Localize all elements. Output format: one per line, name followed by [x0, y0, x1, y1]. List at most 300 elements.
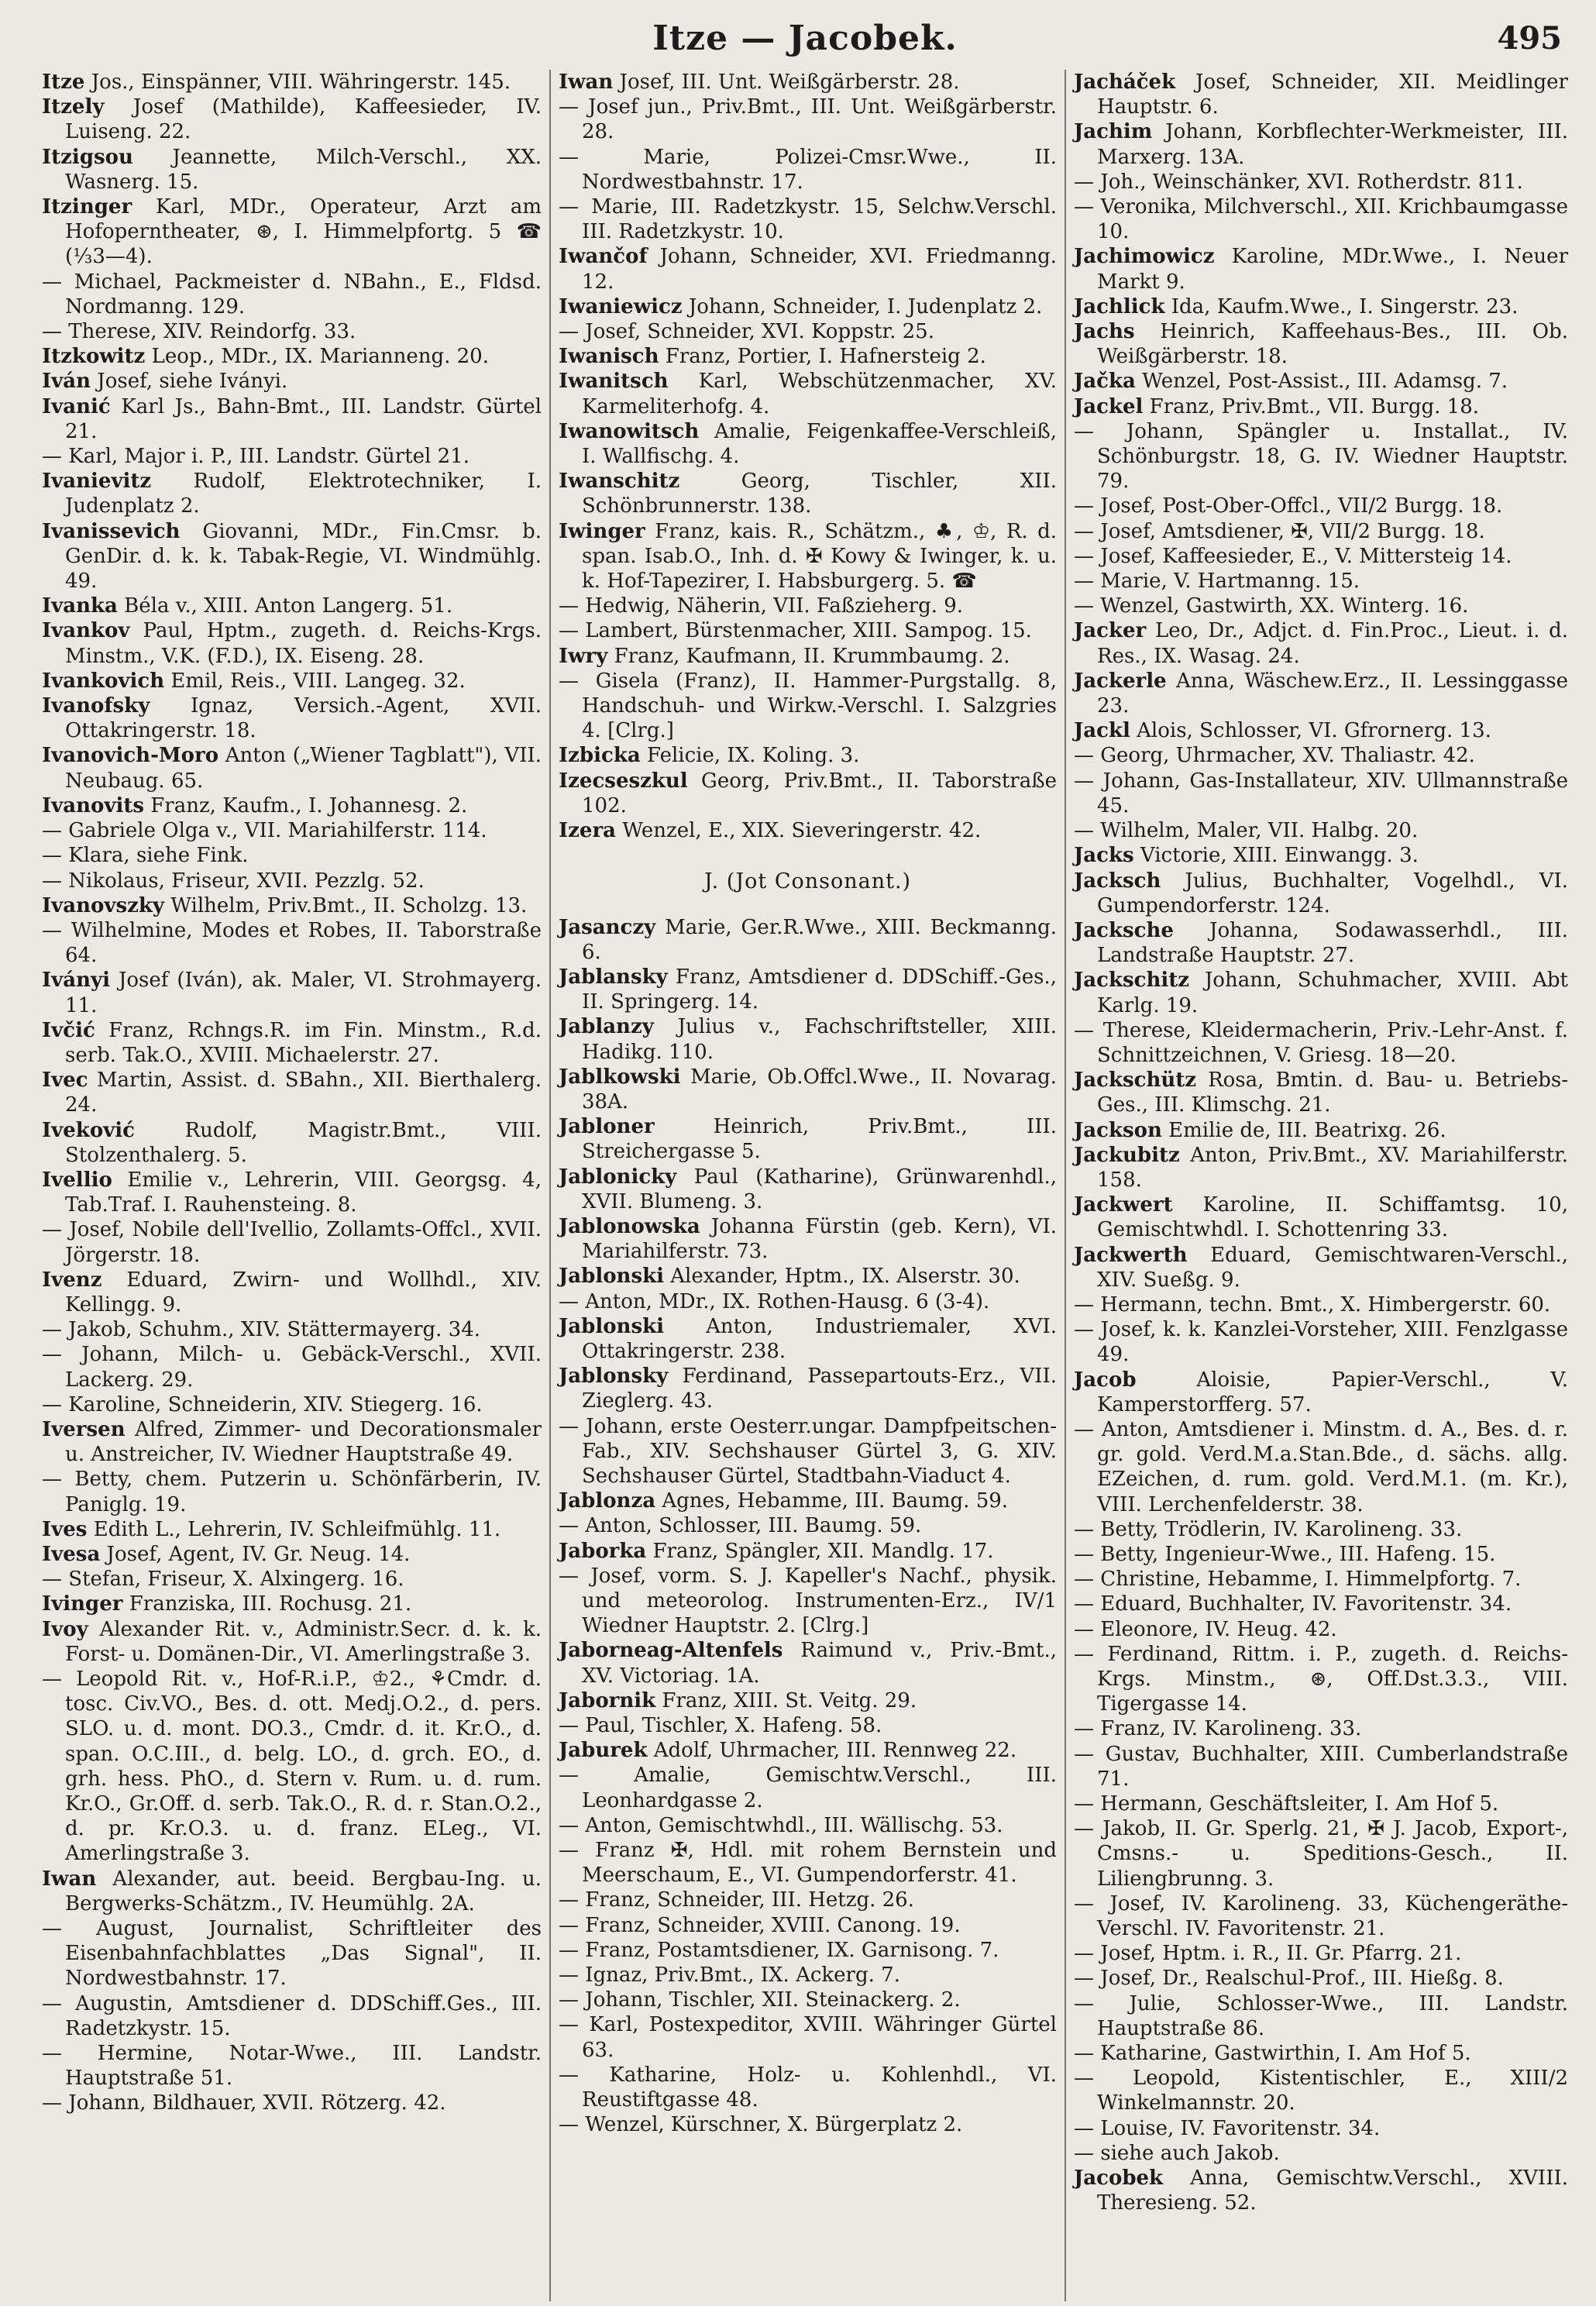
directory-entry	[1074, 1143, 1568, 1193]
entry-details: — Betty, Ingenieur-Wwe., III. Hafeng. 15.	[1074, 1542, 1496, 1566]
directory-entry	[1074, 319, 1568, 369]
entry-surname: Ivinger	[42, 1592, 123, 1616]
directory-entry	[559, 145, 1057, 194]
directory-entry	[1074, 1292, 1568, 1317]
entry-surname: Ivanovich-Moro	[42, 744, 219, 768]
entry-details: Marie, Ger.R.Wwe., XIII. Beckmanng. 6.	[582, 915, 1057, 964]
entry-details: Johann, Schneider, I. Judenplatz 2.	[682, 294, 1043, 318]
entry-surname: Ivesa	[42, 1542, 101, 1566]
entry-details: Eduard, Zwirn- und Wollhdl., XIV. Kellingg. 9.	[65, 1268, 542, 1316]
directory-entry	[1074, 1816, 1568, 1891]
entry-details: — Wilhelm, Maler, VII. Halbg. 20.	[1074, 819, 1419, 843]
directory-entry	[1074, 918, 1568, 968]
directory-entry	[42, 1567, 542, 1592]
directory-entry	[559, 618, 1057, 643]
entry-details: — Joh., Weinschänker, XVI. Rotherdstr. 811.	[1074, 170, 1523, 194]
directory-entry	[559, 2112, 1057, 2137]
directory-entry	[559, 1065, 1057, 1114]
entry-details: Amalie, Feigenkaffee-Verschleiß, I. Wallfischg. 4.	[582, 419, 1057, 469]
entry-details: Josef, Agent, IV. Gr. Neug. 14.	[100, 1542, 411, 1566]
entry-surname: Iveković	[42, 1118, 135, 1142]
entry-details: Wenzel, Post-Assist., III. Adamsg. 7.	[1135, 370, 1508, 394]
entry-details: — Jakob, Schuhm., XIV. Stättermayerg. 34.	[42, 1318, 481, 1342]
entry-surname: Iwinger	[559, 519, 645, 543]
directory-entry	[559, 965, 1057, 1014]
directory-entry	[1074, 1417, 1568, 1517]
entry-surname: Iwan	[42, 1867, 97, 1891]
entry-details: Johann, Schneider, XVI. Friedmanng. 12.	[582, 245, 1057, 294]
entry-details: — Anton, Amtsdiener i. Minstm. d. A., Bes. d. r. gr. gold. Verd.M.a.Stan.Bde., d. sächs. allg. EZeichen, d. rum. gold. Verd.M.1. (m. Kr.), VIII. Lerchenfelderstr. 38.	[1074, 1417, 1568, 1516]
directory-entry	[1074, 669, 1568, 718]
entry-details: Emilie de, III. Beatrixg. 26.	[1161, 1118, 1446, 1142]
entry-surname: Jacksch	[1074, 869, 1161, 893]
directory-entry	[559, 1214, 1057, 1264]
entry-surname: Ivanofsky	[42, 694, 150, 718]
entry-surname: Jackwerth	[1074, 1243, 1188, 1267]
directory-entry	[1074, 2141, 1568, 2166]
entry-surname: Ivčić	[42, 1018, 95, 1042]
entry-details: — Karl, Major i. P., III. Landstr. Gürtel 21.	[42, 445, 470, 469]
entry-details: — Johann, Milch- u. Gebäck-Verschl., XVII. Lackerg. 29.	[42, 1343, 542, 1392]
entry-surname: Jackubitz	[1074, 1143, 1180, 1167]
directory-entry	[1074, 1891, 1568, 1941]
directory-entry	[42, 95, 542, 144]
entry-surname: Jacksche	[1074, 918, 1174, 942]
directory-entry	[559, 669, 1057, 744]
entry-details: Franziska, III. Rochusg. 21.	[122, 1592, 412, 1616]
entry-details: Franz, Kaufmann, II. Krummbaumg. 2.	[607, 644, 1010, 668]
directory-entry	[1074, 1118, 1568, 1143]
entry-details: — Hermine, Notar-Wwe., III. Landstr. Hauptstraße 51.	[42, 2042, 542, 2091]
entry-surname: Jachlick	[1074, 294, 1165, 318]
directory-entry	[559, 818, 1057, 843]
entry-details: — Eleonore, IV. Heug. 42.	[1074, 1617, 1337, 1641]
directory-entry	[559, 1014, 1057, 1064]
directory-entry	[42, 1118, 542, 1168]
entry-details: — Josef, Kaffeesieder, E., V. Mittersteig 14.	[1074, 544, 1512, 568]
directory-entry	[559, 1513, 1057, 1538]
directory-entry	[559, 519, 1057, 594]
directory-entry	[1074, 818, 1568, 843]
entry-details: — Franz, Postamtsdiener, IX. Garnisong. 7.	[559, 1938, 999, 1962]
entry-details: — Johann, Bildhauer, XVII. Rötzerg. 42.	[42, 2091, 446, 2115]
entry-details: — Johann, erste Oesterr.ungar. Dampfpeitschen-Fab., XIV. Sechshauser Gürtel 3, G. XIV. Sechshauser Gürtel, Stadtbahn-Viaduct 4.	[559, 1414, 1057, 1488]
entry-details: — Wilhelmine, Modes et Robes, II. Taborstraße 64.	[42, 918, 542, 968]
directory-entry	[42, 793, 542, 818]
entry-details: — Franz, IV. Karolineng. 33.	[1074, 1717, 1362, 1741]
entry-details: — Anton, Gemischtwhdl., III. Wällischg. 53.	[559, 1813, 1003, 1837]
entry-surname: Iwan	[559, 71, 614, 94]
directory-entry	[1074, 1193, 1568, 1242]
directory-entry	[1074, 1068, 1568, 1117]
entry-details: — Wenzel, Kürschner, X. Bürgerplatz 2.	[559, 2113, 963, 2137]
column-2	[549, 70, 1065, 2301]
entry-surname: Jabornik	[559, 1688, 656, 1712]
directory-entry	[42, 843, 542, 868]
entry-details: Julius, Buchhalter, Vogelhdl., VI. Gumpendorferstr. 124.	[1097, 869, 1568, 917]
entry-details: — Veronika, Milchverschl., XII. Krichbaumgasse 10.	[1074, 195, 1568, 244]
directory-entry	[1074, 1716, 1568, 1741]
entry-surname: Ivec	[42, 1069, 88, 1093]
entry-details: — Franz, Schneider, XVIII. Canong. 19.	[559, 1913, 961, 1937]
entry-surname: Jackwert	[1074, 1193, 1173, 1217]
entry-details: — Anton, MDr., IX. Rothen-Hausg. 6 (3-4).	[559, 1289, 990, 1313]
entry-details: — Josef jun., Priv.Bmt., III. Unt. Weißgärberstr. 28.	[559, 95, 1057, 144]
entry-details: Heinrich, Kaffeehaus-Bes., III. Ob. Weißgärberstr. 18.	[1097, 320, 1568, 369]
directory-entry	[42, 344, 542, 369]
directory-entry	[559, 2012, 1057, 2062]
directory-entry	[42, 1317, 542, 1342]
entry-surname: Ivanovszky	[42, 893, 164, 917]
entry-surname: Ivankovich	[42, 669, 165, 693]
entry-details: — Klara, siehe Fink.	[42, 844, 249, 868]
entry-details: Johanna Fürstin (geb. Kern), VI. Mariahilferstr. 73.	[582, 1214, 1057, 1264]
entry-details: — Gustav, Buchhalter, XIII. Cumberlandstraße 71.	[1074, 1742, 1568, 1791]
entry-details: — Michael, Packmeister d. NBahn., E., Fldsd. Nordmanng. 129.	[42, 270, 542, 318]
entry-details: Karl, MDr., Operateur, Arzt am Hofoperntheater, ⊛, I. Himmelpfortg. 5 ☎ (⅓3—4).	[65, 195, 542, 269]
entry-surname: Izera	[559, 819, 617, 843]
directory-entry	[559, 1289, 1057, 1314]
entry-details: Johanna, Sodawasserhdl., III. Landstraße Hauptstr. 27.	[1097, 918, 1568, 968]
directory-entry	[559, 194, 1057, 244]
directory-entry	[1074, 1243, 1568, 1292]
directory-entry	[559, 369, 1057, 418]
entry-details: Karl Js., Bahn-Bmt., III. Landstr. Gürtel 21.	[65, 394, 542, 443]
directory-entry	[42, 1667, 542, 1867]
entry-surname: Jachs	[1074, 320, 1135, 344]
directory-entry	[559, 419, 1057, 469]
directory-entry	[1074, 170, 1568, 194]
directory-entry	[42, 70, 542, 95]
entry-details: Emilie v., Lehrerin, VIII. Georgsg. 4, Tab.Traf. I. Rauhensteing. 8.	[65, 1168, 542, 1217]
column-1	[34, 70, 549, 2301]
entry-surname: Izbicka	[559, 744, 641, 768]
directory-entry	[1074, 569, 1568, 594]
entry-details: — Leopold, Kistentischler, E., XIII/2 Winkelmannstr. 20.	[1074, 2067, 1568, 2115]
entry-details: Rudolf, Elektrotechniker, I. Judenplatz 2.	[65, 470, 542, 518]
entry-details: Josef, III. Unt. Weißgärberstr. 28.	[613, 71, 960, 94]
directory-entry	[1074, 419, 1568, 494]
directory-columns	[34, 70, 1576, 2301]
entry-details: Anna, Wäschew.Erz., II. Lessinggasse 23.	[1097, 669, 1568, 718]
directory-entry	[1074, 968, 1568, 1017]
directory-entry	[42, 145, 542, 194]
entry-details: Anton, Priv.Bmt., XV. Mariahilferstr. 158.	[1097, 1143, 1568, 1192]
directory-entry	[1074, 194, 1568, 244]
entry-details: Franz, Spängler, XII. Mandlg. 17.	[646, 1539, 994, 1563]
entry-details: — Johann, Gas-Installateur, XIV. Ullmannstraße 45.	[1074, 769, 1568, 817]
entry-details: — Gabriele Olga v., VII. Mariahilferstr. 114.	[42, 819, 487, 843]
directory-entry	[559, 1888, 1057, 1912]
entry-details: Alexander, aut. beeid. Bergbau-Ing. u. Bergwerks-Schätzm., IV. Heumühlg. 2A.	[65, 1867, 542, 1915]
entry-details: Rudolf, Magistr.Bmt., VIII. Stolzenthalerg. 5.	[65, 1118, 542, 1167]
entry-details: — Paul, Tischler, X. Hafeng. 58.	[559, 1714, 882, 1737]
entry-details: Anna, Gemischtw.Verschl., XVIII. Theresieng. 52.	[1097, 2167, 1568, 2215]
entry-surname: Iversen	[42, 1417, 126, 1441]
directory-entry	[42, 469, 542, 518]
entry-surname: Ivanievitz	[42, 470, 152, 494]
entry-surname: Itzigsou	[42, 145, 133, 169]
entry-surname: Ivankov	[42, 619, 130, 643]
entry-surname: Jablonowska	[559, 1214, 700, 1238]
entry-details: Josef (Mathilde), Kaffeesieder, IV. Luiseng. 22.	[65, 95, 542, 144]
directory-entry	[1074, 718, 1568, 743]
directory-entry	[42, 918, 542, 968]
directory-entry	[1074, 369, 1568, 394]
entry-details: — Anton, Schlosser, III. Baumg. 59.	[559, 1514, 922, 1538]
entry-details: — Eduard, Buchhalter, IV. Favoritenstr. 34.	[1074, 1592, 1512, 1616]
directory-entry	[1074, 1642, 1568, 1717]
entry-details: Julius v., Fachschriftsteller, XIII. Hadikg. 110.	[582, 1015, 1057, 1064]
directory-entry	[559, 1938, 1057, 1963]
entry-surname: Jacobek	[1074, 2167, 1164, 2191]
entry-surname: Iwanisch	[559, 345, 659, 369]
entry-details: Adolf, Uhrmacher, III. Rennweg 22.	[647, 1739, 1017, 1763]
directory-entry	[1074, 2166, 1568, 2215]
entry-details: Alexander, Hptm., IX. Alserstr. 30.	[663, 1265, 1020, 1289]
entry-surname: Iván	[42, 370, 91, 394]
entry-details: — Josef, Schneider, XVI. Koppstr. 25.	[559, 320, 934, 344]
directory-entry	[42, 194, 542, 270]
entry-details: — Betty, Trödlerin, IV. Karolineng. 33.	[1074, 1517, 1463, 1541]
entry-details: Ferdinand, Passepartouts-Erz., VII. Zieglerg. 43.	[582, 1365, 1057, 1413]
entry-details: Raimund v., Priv.-Bmt., XV. Victoriag. 1A.	[582, 1639, 1057, 1688]
directory-entry	[1074, 594, 1568, 618]
entry-details: Anton, Industriemaler, XVI. Ottakringerstr. 238.	[582, 1314, 1057, 1363]
entry-surname: Itzely	[42, 95, 105, 119]
directory-entry	[1074, 1791, 1568, 1816]
entry-details: Josef (Iván), ak. Maler, VI. Strohmayerg. 11.	[65, 969, 542, 1017]
directory-entry	[1074, 519, 1568, 544]
entry-details: Leo, Dr., Adjct. d. Fin.Proc., Lieut. i. d. Res., IX. Wasag. 24.	[1097, 619, 1568, 668]
directory-entry	[1074, 1592, 1568, 1616]
directory-entry	[1074, 1018, 1568, 1068]
entry-details: — Amalie, Gemischtw.Verschl., III. Leonhardgasse 2.	[559, 1764, 1057, 1812]
entry-details: — Franz ✠, Hdl. mit rohem Bernstein und Meerschaum, E., VI. Gumpendorferstr. 41.	[559, 1839, 1057, 1888]
directory-entry	[42, 1268, 542, 1317]
directory-entry	[559, 769, 1057, 818]
directory-entry	[1074, 843, 1568, 868]
entry-details: Ida, Kaufm.Wwe., I. Singerstr. 23.	[1164, 294, 1519, 318]
entry-details: — Augustin, Amtsdiener d. DDSchiff.Ges., III. Radetzkystr. 15.	[42, 1991, 542, 2040]
entry-details: Franz, kais. R., Schätzm., ♣, ♔, R. d. span. Isab.O., Inh. d. ✠ Kowy & Iwinger, k. u. k. Hof-Tapezirer, I. Habsburgerg. 5. ☎	[582, 519, 1057, 594]
entry-details: Josef, Schneider, XII. Meidlinger Hauptstr. 6.	[1097, 71, 1568, 119]
entry-surname: Ivenz	[42, 1268, 102, 1292]
entry-details: Franz, Amtsdiener d. DDSchiff.-Ges., II. Springerg. 14.	[582, 965, 1057, 1014]
entry-details: Victorie, XIII. Einwangg. 3.	[1133, 844, 1419, 868]
directory-entry	[1074, 618, 1568, 668]
entry-surname: Jacháček	[1074, 71, 1176, 94]
directory-entry	[559, 1264, 1057, 1289]
directory-entry	[1074, 294, 1568, 319]
directory-entry	[42, 1542, 542, 1567]
entry-surname: Ivellio	[42, 1168, 112, 1192]
entry-surname: Jackel	[1074, 394, 1144, 418]
entry-surname: Iwanitsch	[559, 370, 669, 394]
entry-surname: Jacob	[1074, 1368, 1137, 1392]
directory-entry	[42, 669, 542, 694]
entry-details: — Josef, IV. Karolineng. 33, Küchengeräthe-Verschl. IV. Favoritenstr. 21.	[1074, 1891, 1568, 1941]
directory-entry	[559, 294, 1057, 319]
entry-details: — Wenzel, Gastwirth, XX. Winterg. 16.	[1074, 594, 1469, 618]
directory-entry	[42, 444, 542, 469]
entry-surname: Jačka	[1074, 370, 1136, 394]
directory-entry	[42, 2091, 542, 2115]
directory-entry	[1074, 394, 1568, 419]
directory-entry	[42, 1392, 542, 1417]
directory-entry	[1074, 1567, 1568, 1592]
directory-entry	[42, 519, 542, 594]
entry-details: Johann, Schuhmacher, XVIII. Abt Karlg. 19.	[1097, 969, 1568, 1017]
column-3	[1065, 70, 1576, 2301]
entry-surname: Ivanka	[42, 594, 118, 618]
entry-surname: Iwanowitsch	[559, 419, 700, 443]
entry-details: — Katharine, Holz- u. Kohlenhdl., VI. Reustiftgasse 48.	[559, 2063, 1057, 2112]
directory-entry	[42, 1617, 542, 1667]
entry-surname: Itze	[42, 71, 85, 94]
entry-details: Wenzel, E., XIX. Sieveringerstr. 42.	[616, 819, 982, 843]
entry-details: Johann, Korbflechter-Werkmeister, III. Marxerg. 13A.	[1097, 120, 1568, 169]
entry-details: — Marie, Polizei-Cmsr.Wwe., II. Nordwestbahnstr. 17.	[559, 145, 1057, 194]
entry-surname: Jaborka	[559, 1539, 647, 1563]
directory-entry	[559, 1165, 1057, 1214]
directory-entry	[1074, 1542, 1568, 1567]
entry-surname: Jablonski	[559, 1314, 664, 1338]
entry-details: — August, Journalist, Schriftleiter des Eisenbahnfachblattes „Das Signal", II. Nordwestbahnstr. 17.	[42, 1917, 542, 1991]
entry-details: Rosa, Bmtin. d. Bau- u. Betriebs-Ges., III. Klimschg. 21.	[1097, 1069, 1568, 1117]
directory-entry	[559, 244, 1057, 294]
directory-entry	[1074, 494, 1568, 518]
entry-details: — Hermann, Geschäftsleiter, I. Am Hof 5.	[1074, 1792, 1499, 1816]
directory-entry	[559, 1364, 1057, 1413]
directory-entry	[559, 1688, 1057, 1713]
directory-entry	[42, 1991, 542, 2041]
entry-details: Agnes, Hebamme, III. Baumg. 59.	[655, 1489, 1009, 1513]
directory-entry	[42, 394, 542, 444]
directory-entry	[42, 1217, 542, 1267]
entry-surname: Ivanovits	[42, 793, 144, 817]
directory-entry	[559, 1489, 1057, 1513]
entry-details: Edith L., Lehrerin, IV. Schleifmühlg. 11.	[87, 1517, 501, 1541]
section-heading: J. (Jot Consonant.)	[703, 869, 912, 894]
directory-entry	[42, 1168, 542, 1217]
directory-entry	[42, 869, 542, 893]
entry-details: — Hedwig, Näherin, VII. Faßzieherg. 9.	[559, 594, 964, 618]
entry-details: — Therese, Kleidermacherin, Priv.-Lehr-Anst. f. Schnittzeichnen, V. Griesg. 18—20.	[1074, 1018, 1568, 1067]
entry-details: — Therese, XIV. Reindorfg. 33.	[42, 320, 356, 344]
entry-details: Béla v., XIII. Anton Langerg. 51.	[117, 594, 453, 618]
entry-details: — Christine, Hebamme, I. Himmelpfortg. 7.	[1074, 1568, 1522, 1592]
entry-details: — Ignaz, Priv.Bmt., IX. Ackerg. 7.	[559, 1964, 900, 1988]
entry-surname: Jackson	[1074, 1118, 1162, 1142]
directory-entry	[42, 1018, 542, 1068]
directory-entry	[42, 618, 542, 668]
directory-entry	[1074, 1941, 1568, 1966]
entry-surname: Iwaniewicz	[559, 294, 683, 318]
entry-surname: Jablansky	[559, 965, 668, 989]
entry-details: Georg, Tischler, XII. Schönbrunnerstr. 138.	[582, 470, 1057, 518]
directory-entry	[1074, 1991, 1568, 2041]
entry-details: — Josef, Amtsdiener, ✠, VII/2 Burgg. 18.	[1074, 519, 1485, 543]
entry-surname: Itzinger	[42, 195, 132, 219]
directory-entry	[559, 594, 1057, 618]
entry-surname: Iwančof	[559, 245, 648, 269]
entry-details: — Nikolaus, Friseur, XVII. Pezzlg. 52.	[42, 869, 425, 893]
entry-details: Karoline, II. Schiffamtsg. 10, Gemischtwhdl. I. Schottenring 33.	[1097, 1193, 1568, 1242]
directory-entry	[42, 818, 542, 843]
directory-entry	[559, 743, 1057, 768]
entry-details: Karoline, MDr.Wwe., I. Neuer Markt 9.	[1097, 245, 1568, 294]
entry-details: — Josef, Nobile dell'Ivellio, Zollamts-Offcl., XVII. Jörgerstr. 18.	[42, 1218, 542, 1267]
entry-surname: Iwry	[559, 644, 608, 668]
directory-entry	[42, 1592, 542, 1616]
entry-details: — Karl, Postexpeditor, XVIII. Währinger Gürtel 63.	[559, 2013, 1057, 2062]
directory-entry	[42, 968, 542, 1017]
entry-details: Paul (Katharine), Grünwarenhdl., XVII. Blumeng. 3.	[582, 1165, 1057, 1213]
entry-surname: Jablonsky	[559, 1365, 669, 1389]
directory-entry	[1074, 1742, 1568, 1791]
directory-entry	[42, 1417, 542, 1467]
entry-surname: Ives	[42, 1517, 88, 1541]
entry-surname: Ivanić	[42, 394, 111, 418]
directory-entry	[42, 694, 542, 743]
entry-details: Josef, siehe Iványi.	[91, 370, 288, 394]
entry-details: — Julie, Schlosser-Wwe., III. Landstr. Hauptstraße 86.	[1074, 1991, 1568, 2040]
entry-surname: Jaburek	[559, 1739, 648, 1763]
entry-details: Paul, Hptm., zugeth. d. Reichs-Krgs. Minstm., V.K. (F.D.), IX. Eiseng. 28.	[65, 619, 542, 668]
entry-details: — Hermann, techn. Bmt., X. Himbergerstr. 60.	[1074, 1292, 1551, 1316]
directory-entry	[1074, 869, 1568, 918]
directory-entry	[559, 1539, 1057, 1564]
entry-surname: Izecseszkul	[559, 769, 688, 793]
directory-entry	[1074, 743, 1568, 768]
directory-entry	[1074, 1368, 1568, 1417]
entry-surname: Jachimowicz	[1074, 245, 1215, 269]
directory-entry	[42, 1068, 542, 1117]
entry-surname: Ivoy	[42, 1617, 88, 1641]
directory-entry	[1074, 2066, 1568, 2115]
directory-entry	[559, 2063, 1057, 2112]
entry-details: — Johann, Spängler u. Installat., IV. Schönburgstr. 18, G. IV. Wiedner Hauptstr. 79.	[1074, 419, 1568, 494]
directory-entry	[42, 1916, 542, 1991]
entry-details: — Gisela (Franz), II. Hammer-Purgstallg. 8, Handschuh- und Wirkw.-Verschl. I. Salzgries 4. [Clrg.]	[559, 669, 1057, 743]
entry-surname: Iványi	[42, 969, 111, 993]
directory-entry	[42, 1517, 542, 1542]
directory-entry	[559, 1813, 1057, 1838]
entry-details: Aloisie, Papier-Verschl., V. Kamperstorfferg. 57.	[1097, 1368, 1568, 1416]
entry-surname: Jachim	[1074, 120, 1153, 144]
directory-entry	[559, 1738, 1057, 1763]
directory-entry	[42, 2041, 542, 2091]
directory-entry	[559, 644, 1057, 669]
entry-details: — Josef, Dr., Realschul-Prof., III. Hießg. 8.	[1074, 1967, 1504, 1991]
entry-details: — Josef, vorm. S. J. Kapeller's Nachf., physik. und meteorolog. Instrumenten-Erz., IV/1 Wiedner Hauptstr. 2. [Clrg.]	[559, 1564, 1057, 1638]
entry-surname: Jackerle	[1074, 669, 1167, 693]
entry-details: Anton („Wiener Tagblatt"), VII. Neubaug. 65.	[65, 744, 542, 793]
entry-surname: Jackl	[1074, 719, 1130, 743]
entry-surname: Jacks	[1074, 844, 1134, 868]
directory-entry	[1074, 2116, 1568, 2141]
entry-details: — Josef, Post-Ober-Offcl., VII/2 Burgg. 18.	[1074, 494, 1503, 518]
entry-details: — Johann, Tischler, XII. Steinackerg. 2.	[559, 1988, 961, 2012]
directory-entry	[1074, 769, 1568, 818]
entry-details: — Stefan, Friseur, X. Alxingerg. 16.	[42, 1568, 404, 1592]
entry-details: — Lambert, Bürstenmacher, XIII. Sampog. 15.	[559, 619, 1032, 643]
entry-details: Alfred, Zimmer- und Decorationsmaler u. Anstreicher, IV. Wiedner Hauptstraße 49.	[65, 1417, 542, 1467]
directory-entry	[559, 95, 1057, 144]
directory-entry	[559, 915, 1057, 965]
entry-details: Leop., MDr., IX. Marianneng. 20.	[145, 345, 489, 369]
